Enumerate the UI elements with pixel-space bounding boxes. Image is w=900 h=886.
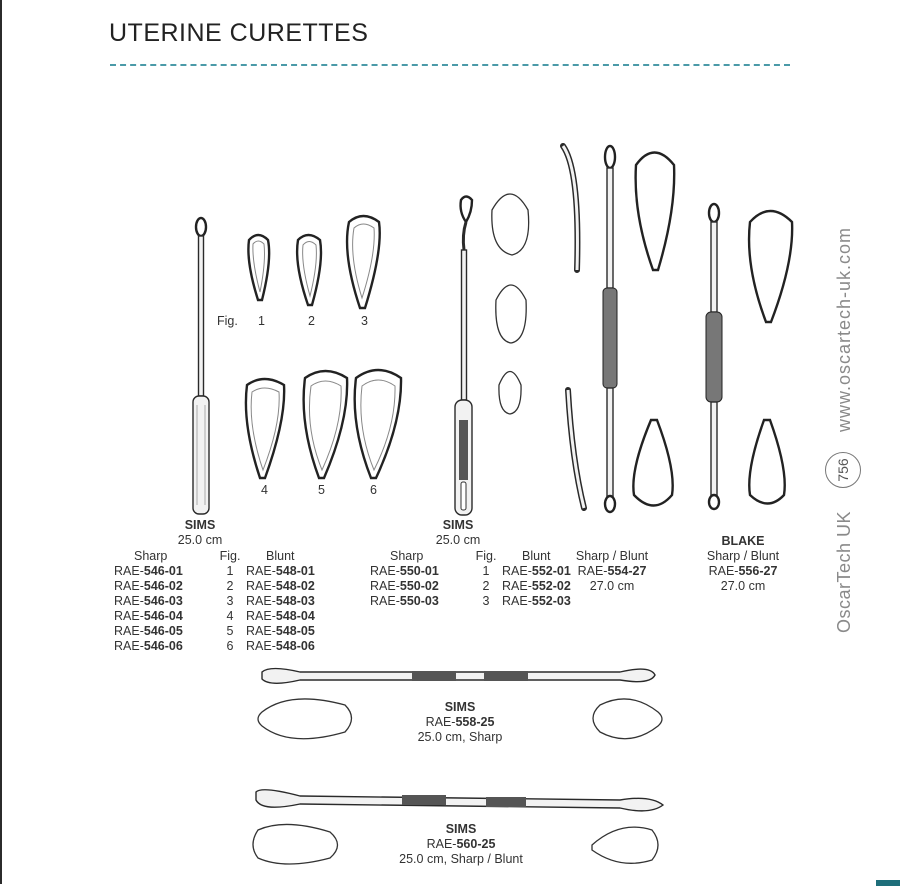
- blunt-prefix: RAE-: [246, 564, 276, 578]
- blunt-shape-3: [499, 372, 521, 415]
- page-title: UTERINE CURETTES: [109, 19, 369, 47]
- sharp-code: 550-02: [399, 579, 439, 593]
- sims-560-code: [386, 837, 536, 852]
- side-brand: OscarTech UK: [834, 510, 854, 633]
- blake-code: [693, 564, 793, 579]
- sims-546-length: 25.0 cm: [177, 533, 223, 547]
- blunt-prefix: RAE-: [246, 624, 276, 638]
- blunt-prefix: RAE-: [246, 609, 276, 623]
- header-sharp: Sharp: [390, 549, 424, 563]
- item-554-loop-top: [636, 153, 675, 271]
- blunt-code: 548-04: [275, 609, 315, 623]
- table-row: [114, 564, 356, 579]
- fig-value: 5: [226, 624, 234, 638]
- fig-value: 1: [482, 564, 490, 578]
- header-blunt: Blunt: [522, 549, 551, 563]
- table-row: [114, 609, 356, 624]
- blunt-prefix: RAE-: [502, 579, 532, 593]
- table-row: [114, 624, 356, 639]
- item-554-code-number: 554-27: [607, 564, 647, 578]
- item-554-length: 27.0 cm: [589, 579, 635, 593]
- header-fig: Fig.: [475, 549, 497, 563]
- sharp-code: 546-04: [143, 609, 183, 623]
- table-header-row: [114, 549, 356, 564]
- sharp-code: 546-02: [143, 579, 183, 593]
- sims-560-code-prefix: RAE-: [426, 837, 457, 851]
- sims-558-curette-illustration: [262, 669, 655, 684]
- sharp-prefix: RAE-: [114, 639, 144, 653]
- fig-5-loop-illustration: [304, 371, 348, 478]
- fig-number-6: 6: [370, 483, 377, 497]
- sharp-prefix: RAE-: [370, 579, 400, 593]
- sharp-code: 546-01: [143, 564, 183, 578]
- sims-560-curette-illustration: [256, 790, 663, 811]
- sims-546-name: SIMS: [184, 518, 216, 532]
- sharp-code: 550-01: [399, 564, 439, 578]
- sims-558-code: [400, 715, 520, 730]
- fig-value: 3: [482, 594, 490, 608]
- fig-value: 3: [226, 594, 234, 608]
- sharp-prefix: RAE-: [114, 624, 144, 638]
- fig-value: 2: [482, 579, 490, 593]
- fig-number-4: 4: [261, 483, 268, 497]
- fig-1-loop-illustration: [248, 235, 269, 300]
- blunt-shape-2: [496, 285, 526, 343]
- blunt-code: 552-02: [531, 579, 571, 593]
- table-row: [114, 639, 356, 654]
- blunt-code: 552-03: [531, 594, 571, 608]
- sharp-prefix: RAE-: [114, 594, 144, 608]
- sims-560-name: SIMS: [445, 822, 477, 836]
- blake-loop-bottom: [749, 420, 784, 504]
- sims-550-length: 25.0 cm: [435, 533, 481, 547]
- sharp-prefix: RAE-: [370, 564, 400, 578]
- sharp-code: 550-03: [399, 594, 439, 608]
- blake-type: Sharp / Blunt: [706, 549, 780, 563]
- blunt-prefix: RAE-: [246, 579, 276, 593]
- sims-558-code-prefix: RAE-: [425, 715, 456, 729]
- sharp-prefix: RAE-: [114, 609, 144, 623]
- sims-560-code-number: 560-25: [456, 837, 496, 851]
- blake-loop-top: [749, 211, 792, 322]
- sims-560-shape-left: [253, 824, 338, 864]
- sims-550-name: SIMS: [442, 518, 474, 532]
- item-554-profile-illustration: [563, 146, 584, 508]
- fig-label: Fig.: [217, 314, 238, 328]
- item-554-curette-illustration: [603, 146, 617, 512]
- blake-code-number: 556-27: [738, 564, 778, 578]
- blake-code-prefix: RAE-: [708, 564, 739, 578]
- sims-558-shape-left: [258, 699, 352, 739]
- blunt-code: 548-06: [275, 639, 315, 653]
- side-website: www.oscartech-uk.com: [834, 226, 854, 432]
- blunt-shape-1: [492, 194, 529, 255]
- sharp-prefix: RAE-: [114, 564, 144, 578]
- fig-value: 4: [226, 609, 234, 623]
- sims-560-desc: 25.0 cm, Sharp / Blunt: [399, 852, 523, 866]
- table-row: [370, 594, 612, 609]
- fig-value: 1: [226, 564, 234, 578]
- fig-value: 6: [226, 639, 234, 653]
- header-blunt: Blunt: [266, 549, 295, 563]
- fig-number-2: 2: [308, 314, 315, 328]
- blunt-code: 548-05: [275, 624, 315, 638]
- blunt-prefix: RAE-: [246, 594, 276, 608]
- fig-6-loop-illustration: [355, 370, 401, 478]
- fig-4-loop-illustration: [246, 379, 284, 478]
- sims-558-code-number: 558-25: [455, 715, 495, 729]
- table-row: [114, 579, 356, 594]
- item-554-type: Sharp / Blunt: [575, 549, 649, 563]
- sims-546-curette-illustration: [193, 218, 209, 514]
- blunt-code: 552-01: [531, 564, 571, 578]
- page-number: 756: [825, 452, 861, 488]
- blake-length: 27.0 cm: [720, 579, 766, 593]
- fig-value: 2: [226, 579, 234, 593]
- sharp-code: 546-06: [143, 639, 183, 653]
- blake-name: BLAKE: [721, 534, 765, 548]
- sharp-code: 546-05: [143, 624, 183, 638]
- sharp-prefix: RAE-: [114, 579, 144, 593]
- blake-curette-illustration: [706, 204, 722, 509]
- blunt-prefix: RAE-: [246, 639, 276, 653]
- blunt-prefix: RAE-: [502, 564, 532, 578]
- item-554-loop-bottom: [633, 420, 672, 506]
- fig-number-5: 5: [318, 483, 325, 497]
- blunt-prefix: RAE-: [502, 594, 532, 608]
- blunt-code: 548-01: [275, 564, 315, 578]
- sims-558-name: SIMS: [444, 700, 476, 714]
- sims-558-desc: 25.0 cm, Sharp: [417, 730, 503, 744]
- fig-3-loop-illustration: [347, 216, 380, 308]
- sharp-prefix: RAE-: [370, 594, 400, 608]
- sharp-code: 546-03: [143, 594, 183, 608]
- sims-558-shape-right: [593, 699, 662, 739]
- blunt-code: 548-03: [275, 594, 315, 608]
- fig-number-1: 1: [258, 314, 265, 328]
- sims-560-loop-right: [592, 827, 658, 863]
- sims-546-code-table: [114, 549, 356, 654]
- header-fig: Fig.: [219, 549, 241, 563]
- header-sharp: Sharp: [134, 549, 168, 563]
- blunt-code: 548-02: [275, 579, 315, 593]
- fig-number-3: 3: [361, 314, 368, 328]
- item-554-code-prefix: RAE-: [577, 564, 608, 578]
- sims-550-curette-illustration: [455, 197, 472, 516]
- table-row: [114, 594, 356, 609]
- item-554-code: [562, 564, 662, 579]
- fig-2-loop-illustration: [297, 235, 321, 305]
